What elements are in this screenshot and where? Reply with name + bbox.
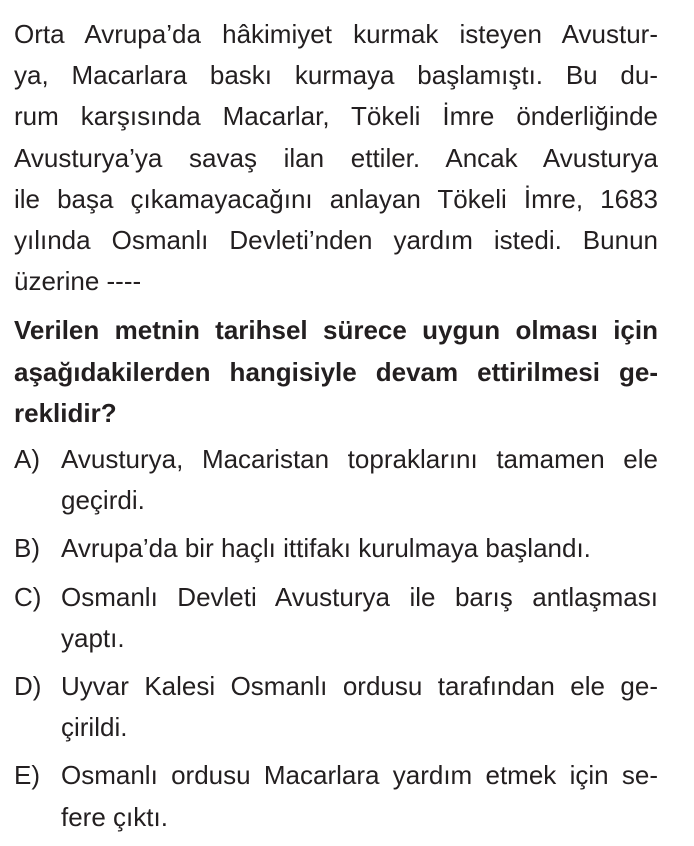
option-text — [61, 755, 658, 837]
option-letter: A) — [14, 444, 40, 475]
option-text — [61, 577, 658, 659]
option-letter: E) — [14, 760, 40, 791]
question-line: aşağıdakilerden hangisiyle devam ettirilmesi ge- — [14, 356, 658, 387]
option-text — [61, 439, 658, 521]
passage-line: Orta Avrupa’da hâkimiyet kurmak isteyen Avustur- — [14, 19, 658, 49]
question-line: Verilen metnin tarihsel sürece uygun olması için — [14, 315, 658, 346]
option-letter: B) — [14, 533, 40, 564]
option-letter: C) — [14, 581, 42, 612]
passage-line: üzerine ---- — [14, 266, 142, 297]
passage-line: Avusturya’ya savaş ilan ettiler. Ancak Avusturya — [14, 142, 658, 173]
passage-line: rum karşısında Macarlar, Tökeli İmre önderliğinde — [14, 101, 658, 132]
question-stem — [14, 310, 658, 434]
option-a[interactable] — [14, 439, 658, 521]
question-line: reklidir? — [14, 397, 117, 428]
option-line: Osmanlı Devleti Avusturya ile barış antlaşması — [61, 581, 658, 612]
option-line: Uyvar Kalesi Osmanlı ordusu tarafından ele ge- — [61, 671, 658, 702]
option-line: Avrupa’da bir haçlı ittifakı kurulmaya başlandı. — [61, 533, 591, 564]
option-e[interactable] — [14, 755, 658, 837]
option-d[interactable] — [14, 666, 658, 748]
option-c[interactable] — [14, 577, 658, 659]
option-line: geçirdi. — [61, 485, 145, 516]
option-letter: D) — [14, 671, 42, 702]
option-text — [61, 528, 658, 569]
option-b[interactable] — [14, 528, 658, 569]
passage-line: ya, Macarlara baskı kurmaya başlamıştı. Bu du- — [14, 60, 658, 91]
answer-options — [14, 439, 658, 838]
passage-line: yılında Osmanlı Devleti’nden yardım istedi. Bunun — [14, 225, 658, 256]
option-line: Avusturya, Macaristan topraklarını tamamen ele — [61, 444, 658, 475]
passage-text — [14, 14, 658, 302]
option-line: yaptı. — [61, 622, 125, 653]
option-line: Osmanlı ordusu Macarlara yardım etmek için se- — [61, 760, 658, 791]
option-line: çirildi. — [61, 712, 128, 743]
passage-line: ile başa çıkamayacağını anlayan Tökeli İmre, 1683 — [14, 183, 658, 214]
option-text — [61, 666, 658, 748]
option-line: fere çıktı. — [61, 801, 168, 832]
